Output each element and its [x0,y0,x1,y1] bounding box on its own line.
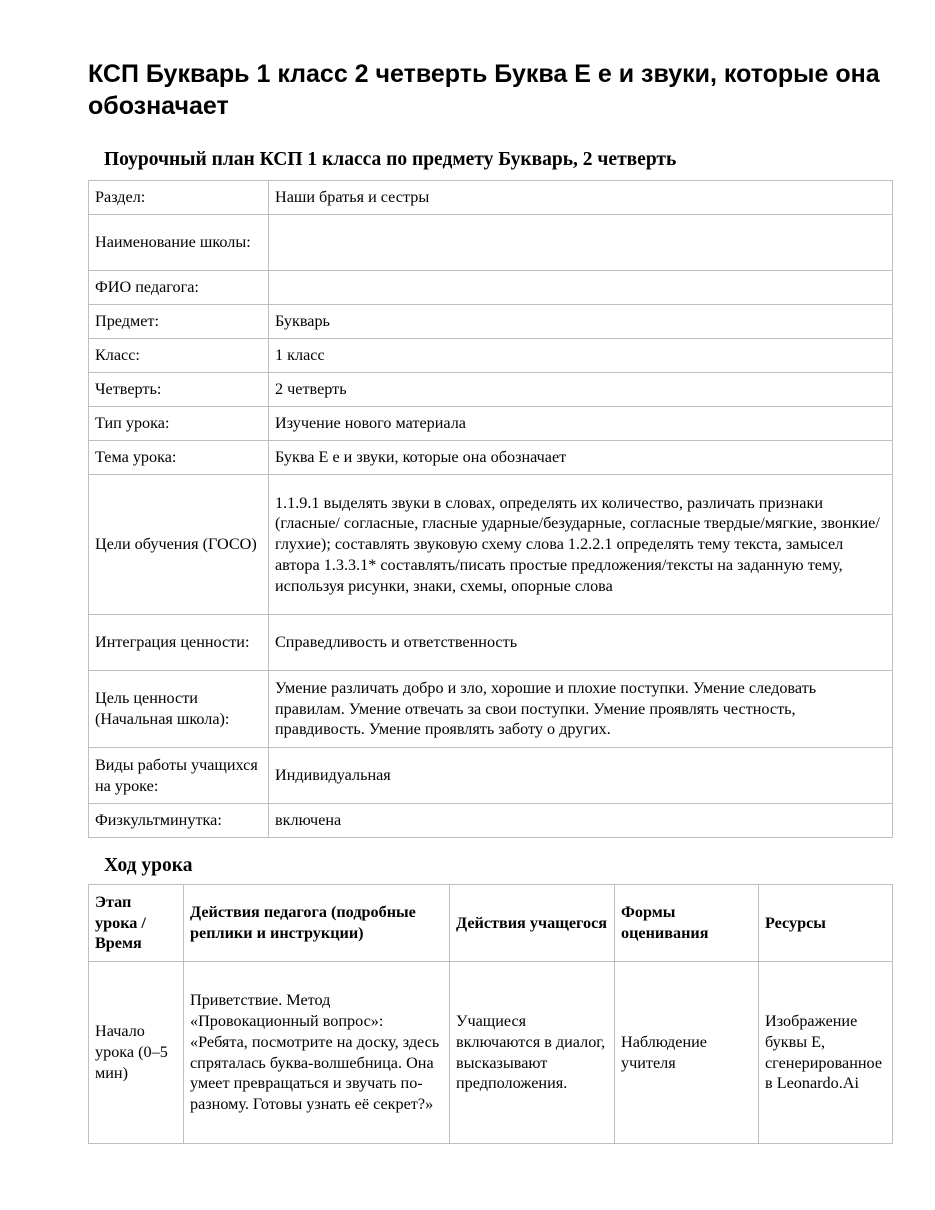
table-row [89,181,893,215]
row-value: 2 четверть [269,373,893,407]
row-value: включена [269,804,893,838]
table-row [89,441,893,475]
row-label: Виды работы учащихся на уроке: [89,748,269,804]
row-label: Тема урока: [89,441,269,475]
row-label: Цели обучения (ГОСО) [89,475,269,615]
column-header-teacher-actions: Действия педагога (подробные реплики и инструкции) [184,885,450,962]
row-value: Наши братья и сестры [269,181,893,215]
table-row [89,962,893,1144]
lesson-plan-table [88,180,893,838]
row-value: 1.1.9.1 выделять звуки в словах, определять их количество, различать признаки (гласные/ согласные, гласные ударные/безударные, согласные твердые/мягкие, звонкие/глухие); составлять звуковую схему слова 1.2.2.1 определять тему текста, замысел автора 1.3.3.1* составлять/писать простые предложения/тексты на заданную тему, используя рисунки, знаки, схемы, опорные слова [269,475,893,615]
row-label: Цель ценности (Начальная школа): [89,671,269,748]
row-label: Класс: [89,339,269,373]
row-label: Раздел: [89,181,269,215]
row-value [269,215,893,271]
row-label: Наименование школы: [89,215,269,271]
row-label: ФИО педагога: [89,271,269,305]
table-row [89,305,893,339]
row-label: Четверть: [89,373,269,407]
cell-resources: Изображение буквы Е, сгенерированное в Leonardo.Ai [759,962,893,1144]
row-value [269,271,893,305]
table-header-row [89,885,893,962]
column-header-student-actions: Действия учащегося [450,885,615,962]
table-row [89,271,893,305]
table-row [89,475,893,615]
plan-heading: Поурочный план КСП 1 класса по предмету Букварь, 2 четверть [104,149,677,170]
row-value: Умение различать добро и зло, хорошие и плохие поступки. Умение следовать правилам. Умение отвечать за свои поступки. Умение проявлять честность, правдивость. Умение проявлять заботу о других. [269,671,893,748]
row-value: Справедливость и ответственность [269,615,893,671]
document-page [88,58,893,1144]
cell-stage: Начало урока (0–5 мин) [89,962,184,1144]
table-row [89,215,893,271]
row-label: Предмет: [89,305,269,339]
cell-assessment: Наблюдение учителя [615,962,759,1144]
lesson-steps-heading: Ход урока [104,855,193,876]
cell-student-actions: Учащиеся включаются в диалог, высказывают предположения. [450,962,615,1144]
row-label: Интеграция ценности: [89,615,269,671]
table-row [89,671,893,748]
cell-teacher-actions: Приветствие. Метод «Провокационный вопрос»: «Ребята, посмотрите на доску, здесь спряталась буква-волшебница. Она умеет превращаться и звучать по-разному. Готовы узнать её секрет?» [184,962,450,1144]
lesson-steps-table [88,884,893,1144]
table-row [89,407,893,441]
column-header-assessment: Формы оценивания [615,885,759,962]
table-row [89,804,893,838]
table-row [89,373,893,407]
row-value: Букварь [269,305,893,339]
row-value: Буква Е е и звуки, которые она обозначает [269,441,893,475]
row-value: Индивидуальная [269,748,893,804]
table-row [89,748,893,804]
table-row [89,615,893,671]
table-row [89,339,893,373]
row-value: 1 класс [269,339,893,373]
column-header-resources: Ресурсы [759,885,893,962]
row-label: Физкультминутка: [89,804,269,838]
row-value: Изучение нового материала [269,407,893,441]
document-title: КСП Букварь 1 класс 2 четверть Буква Е е и звуки, которые она обозначает [88,60,880,120]
row-label: Тип урока: [89,407,269,441]
column-header-stage: Этап урока / Время [89,885,184,962]
